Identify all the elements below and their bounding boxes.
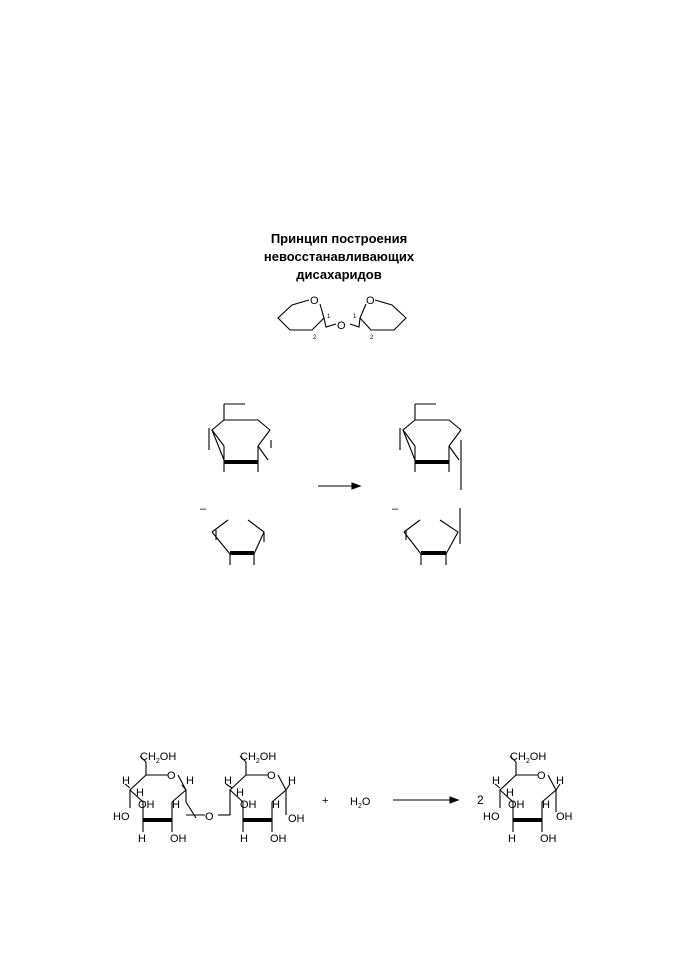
h-label: H (492, 775, 500, 787)
link-o: O (205, 811, 214, 823)
h-label: H (186, 775, 194, 787)
h-label: H (240, 833, 248, 845)
water-formula: $H_2O$ (350, 796, 371, 810)
ring-o-1: O (167, 770, 176, 782)
oh-label: OH (170, 833, 187, 845)
scheme-label-2-right: 2 (370, 335, 374, 341)
h-label: H (224, 775, 232, 787)
h-label: H (136, 787, 144, 799)
scheme-label-1-right: 1 (353, 314, 357, 320)
scheme-label-2-left: 2 (313, 335, 317, 341)
title-line-2: невосстанавливающих (263, 249, 415, 264)
coefficient: 2 (477, 793, 484, 807)
minus-left: – (200, 503, 207, 515)
reaction-left (209, 404, 271, 565)
scheme-bridge-o: O (337, 320, 346, 332)
h-label: H (172, 799, 180, 811)
oh-label: OH (556, 811, 573, 823)
oh-label: OH (240, 799, 257, 811)
ring-o-3: O (537, 770, 546, 782)
plus-sign: + (322, 795, 329, 807)
h-label: H (542, 799, 550, 811)
ch2oh-label-2: $CH_2OH$ (240, 751, 277, 765)
reaction-arrow-head (352, 483, 360, 489)
ho-label: HO (483, 811, 500, 823)
oh-label: OH (508, 799, 525, 811)
minus-right: – (392, 503, 399, 515)
oh-label: OH (288, 813, 305, 825)
h-label: H (122, 775, 130, 787)
ring-o-2: O (267, 770, 276, 782)
oh-label: OH (540, 833, 557, 845)
h-label: H (288, 775, 296, 787)
scheme-ring-o-left: O (310, 295, 319, 307)
oh-label: OH (270, 833, 287, 845)
ch2oh-label-3: $CH_2OH$ (510, 751, 547, 765)
ch2oh-label-1: $CH_2OH$ (140, 751, 177, 765)
h-label: H (236, 787, 244, 799)
ho-label: HO (113, 811, 130, 823)
title-line-3: дисахаридов (296, 267, 382, 282)
scheme-ring-o-right: O (366, 295, 375, 307)
title-line-1: Принцип построения (270, 231, 408, 246)
reaction-right (400, 404, 461, 565)
h-label: H (556, 775, 564, 787)
h-label: H (508, 833, 516, 845)
h-label: H (506, 787, 514, 799)
h-label: H (138, 833, 146, 845)
oh-label: OH (138, 799, 155, 811)
h-label: H (272, 799, 280, 811)
scheme-label-1-left: 1 (327, 314, 331, 320)
reaction-left-bold-edges (224, 462, 258, 553)
reaction-right-bold-edges (415, 462, 449, 553)
hydrolysis-arrow-head (450, 797, 458, 803)
